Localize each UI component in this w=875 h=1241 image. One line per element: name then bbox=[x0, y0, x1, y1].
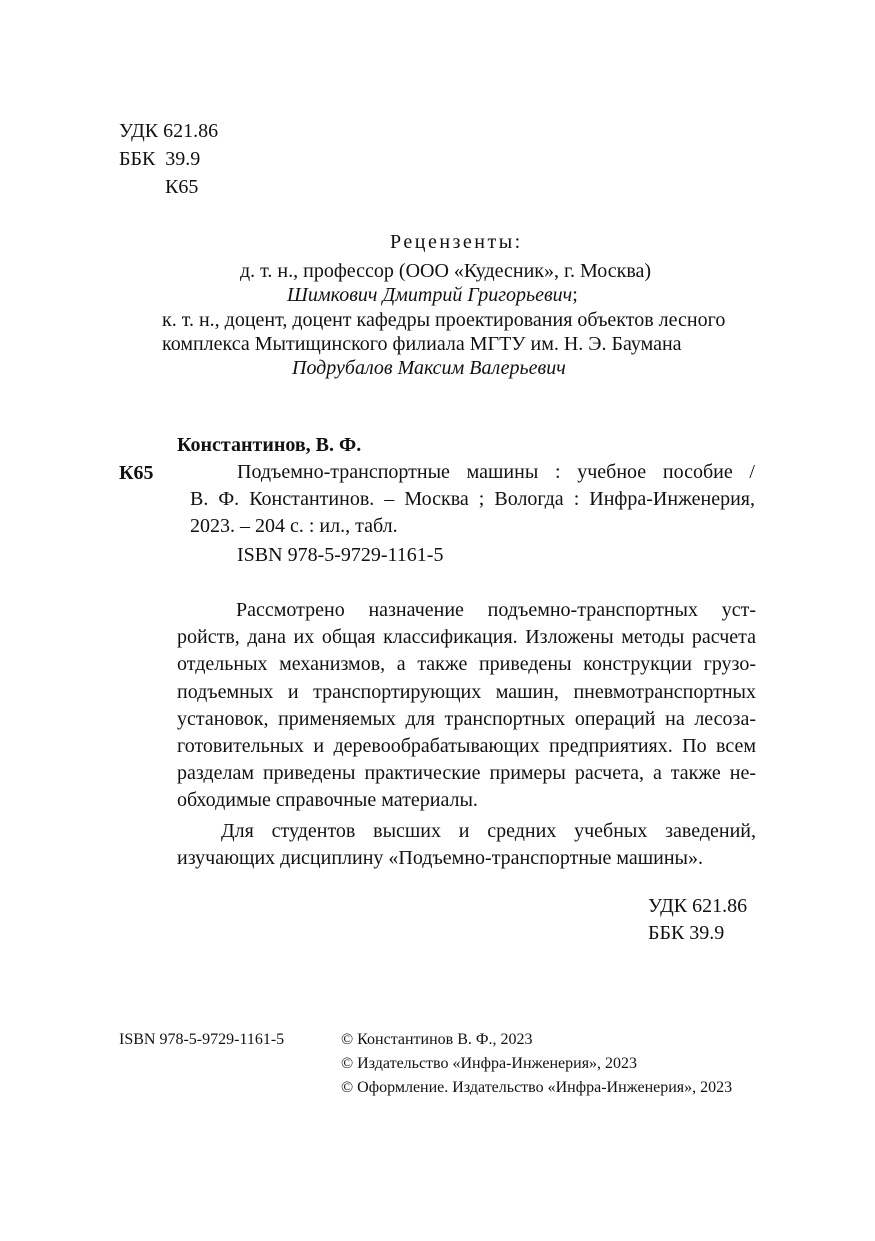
annotation-line: подъемных и транспортирующих машин, пневмотранспортных bbox=[177, 680, 756, 703]
annotation-line: ройств, дана их общая классификация. Изложены методы расчета bbox=[177, 626, 756, 649]
annotation-paragraph-1 bbox=[177, 597, 756, 815]
footer-isbn: ISBN 978-5-9729-1161-5 bbox=[119, 1031, 285, 1048]
reviewer-2-credentials-line-2: комплекса Мытищинского филиала МГТУ им. Н. Э. Баумана bbox=[162, 333, 682, 355]
catalog-author: Константинов, В. Ф. bbox=[177, 434, 362, 456]
reviewer-2-name: Подрубалов Максим Валерьевич bbox=[292, 357, 566, 379]
annotation-line: изучающих дисциплину «Подъемно-транспортные машины». bbox=[177, 847, 703, 870]
annotation-line: разделам приведены практические примеры расчета, а также не- bbox=[177, 762, 756, 785]
catalog-entry-line: В. Ф. Константинов. – Москва ; Вологда : Инфра-Инженерия, bbox=[190, 488, 755, 511]
annotation-line: установок, применяемых для транспортных операций на лесоза- bbox=[177, 707, 756, 730]
reviewers-heading: Рецензенты: bbox=[390, 231, 523, 253]
catalog-entry bbox=[190, 459, 755, 541]
bbk-code: ББК 39.9 bbox=[119, 148, 201, 170]
annotation-paragraph-2 bbox=[177, 818, 756, 872]
udk-code: УДК 621.86 bbox=[119, 120, 219, 142]
udk-code-bottom: УДК 621.86 bbox=[648, 895, 748, 917]
copyright-line: © Константинов В. Ф., 2023 bbox=[341, 1031, 533, 1048]
annotation-line: Для студентов высших и средних учебных заведений, bbox=[221, 820, 756, 842]
reviewer-1-separator: ; bbox=[572, 284, 578, 306]
annotation-line: готовительных и деревообрабатывающих предприятиях. По всем bbox=[177, 734, 756, 757]
copyright-line: © Оформление. Издательство «Инфра-Инженерия», 2023 bbox=[341, 1079, 733, 1096]
reviewer-1-name-text: Шимкович Дмитрий Григорьевич bbox=[287, 284, 573, 306]
reviewer-1-credentials: д. т. н., профессор (ООО «Кудесник», г. Москва) bbox=[240, 260, 652, 282]
reviewer-1-name bbox=[287, 282, 578, 308]
catalog-isbn: ISBN 978-5-9729-1161-5 bbox=[237, 544, 444, 566]
annotation-line: отдельных механизмов, а также приведены конструкции грузо- bbox=[177, 653, 756, 676]
reviewer-2-credentials-line-1: к. т. н., доцент, доцент кафедры проектирования объектов лесного bbox=[162, 309, 726, 331]
annotation-line: обходимые справочные материалы. bbox=[177, 789, 478, 812]
catalog-sign: К65 bbox=[119, 462, 154, 484]
bbk-code-bottom: ББК 39.9 bbox=[648, 922, 725, 944]
catalog-entry-line: 2023. – 204 с. : ил., табл. bbox=[190, 515, 398, 538]
copyright-line: © Издательство «Инфра-Инженерия», 2023 bbox=[341, 1055, 638, 1072]
annotation-line: Рассмотрено назначение подъемно-транспортных уст- bbox=[236, 599, 756, 621]
author-sign: К65 bbox=[165, 176, 199, 198]
catalog-entry-line: Подъемно-транспортные машины : учебное пособие / bbox=[237, 461, 755, 483]
